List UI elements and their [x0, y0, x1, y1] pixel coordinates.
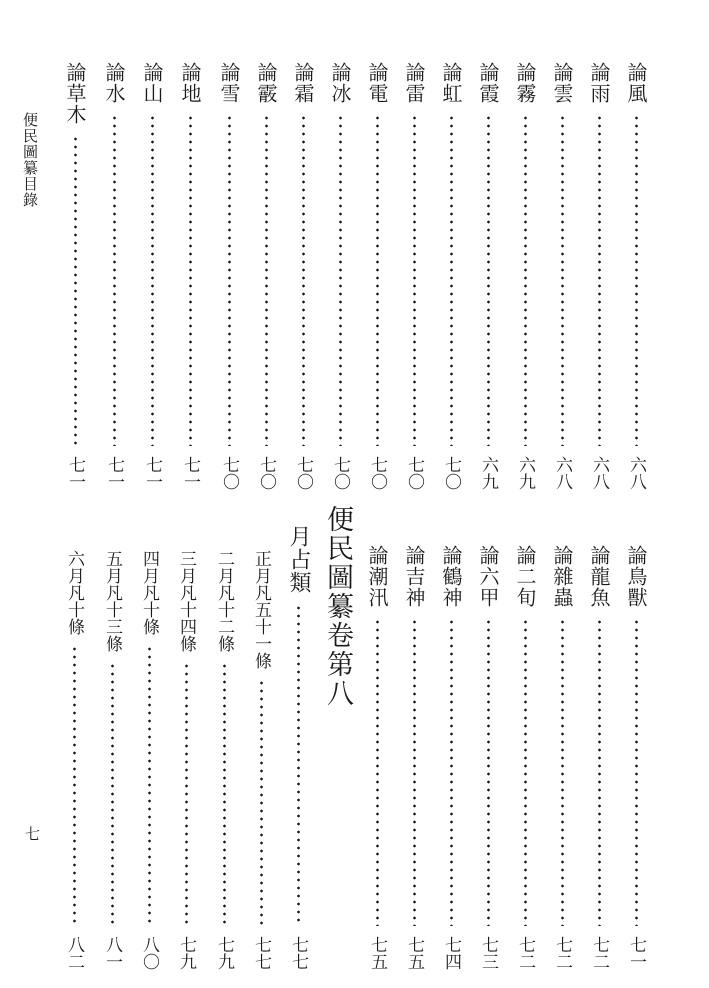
entry-title: 論霰	[254, 62, 278, 104]
dot-leader	[635, 114, 638, 446]
entry-title: 論鶴神	[439, 545, 463, 608]
dot-leader	[185, 662, 188, 926]
dot-leader	[487, 114, 490, 446]
dot-leader	[223, 662, 226, 926]
toc-entry	[548, 545, 576, 970]
entry-page: 六八	[589, 456, 609, 490]
entry-title: 五月凡十三條	[102, 550, 122, 652]
toc-entry	[400, 62, 428, 490]
entry-page: 六九	[515, 456, 535, 490]
entry-page: 七〇	[293, 456, 313, 490]
toc-entry	[363, 545, 391, 970]
dot-leader	[228, 114, 231, 446]
entry-page: 七七	[251, 936, 271, 970]
dot-leader	[598, 114, 601, 446]
dot-leader	[302, 114, 305, 446]
dot-leader	[487, 618, 490, 926]
toc-sub-entry	[135, 550, 163, 970]
dot-leader	[260, 679, 263, 926]
dot-leader	[413, 114, 416, 446]
dot-leader	[74, 135, 77, 446]
dot-leader	[524, 618, 527, 926]
dot-leader	[265, 114, 268, 446]
entry-title: 二月凡十二條	[214, 550, 234, 652]
entry-page: 六九	[478, 456, 498, 490]
toc-entry	[138, 62, 166, 490]
entry-page: 七〇	[330, 456, 350, 490]
entry-page: 七〇	[367, 456, 387, 490]
toc-entry	[622, 545, 650, 970]
toc-entry	[585, 62, 613, 490]
entry-title: 論六甲	[476, 545, 500, 608]
dot-leader	[413, 618, 416, 926]
toc-sub-entry	[210, 550, 238, 970]
toc-sub-entry	[247, 550, 275, 970]
entry-title: 論電	[365, 62, 389, 104]
toc-entry	[326, 62, 354, 490]
toc-entry	[437, 545, 465, 970]
entry-page: 八二	[64, 936, 84, 970]
entry-title: 論地	[178, 62, 202, 104]
entry-title: 論霜	[291, 62, 315, 104]
dot-leader	[376, 114, 379, 446]
entry-page: 七二	[515, 936, 535, 970]
entry-page: 七一	[180, 456, 200, 490]
entry-page: 七〇	[219, 456, 239, 490]
entry-page: 六八	[552, 456, 572, 490]
toc-category	[284, 525, 312, 970]
dot-leader	[524, 114, 527, 446]
entry-page: 七〇	[441, 456, 461, 490]
entry-page: 七五	[404, 936, 424, 970]
entry-page: 八〇	[139, 936, 159, 970]
entry-page: 七二	[552, 936, 572, 970]
entry-title: 論吉神	[402, 545, 426, 608]
toc-entry	[176, 62, 204, 490]
entry-page: 七五	[367, 936, 387, 970]
entry-title: 六月凡十條	[64, 550, 84, 635]
entry-page: 七三	[478, 936, 498, 970]
toc-entry	[400, 545, 428, 970]
entry-title: 論冰	[328, 62, 352, 104]
entry-title: 論雷	[402, 62, 426, 104]
entry-title: 論雨	[587, 62, 611, 104]
entry-page: 七一	[626, 936, 646, 970]
entry-page: 七〇	[256, 456, 276, 490]
entry-title: 論潮汛	[365, 545, 389, 608]
entry-title: 論鳥獸	[624, 545, 648, 608]
dot-leader	[339, 114, 342, 446]
dot-leader	[635, 618, 638, 926]
toc-entry	[437, 62, 465, 490]
entry-page: 七四	[441, 936, 461, 970]
dot-leader	[111, 662, 114, 926]
dot-leader	[450, 618, 453, 926]
dot-leader	[297, 604, 300, 926]
dot-leader	[598, 618, 601, 926]
entry-page: 八一	[102, 936, 122, 970]
entry-title: 論雜蟲	[550, 545, 574, 608]
volume-heading: 便民圖纂卷第八	[322, 505, 353, 708]
entry-title: 論虹	[439, 62, 463, 104]
entry-title: 論雲	[550, 62, 574, 104]
entry-title: 論山	[140, 62, 164, 104]
entry-title: 正月凡五十一條	[251, 550, 271, 669]
dot-leader	[561, 618, 564, 926]
entry-title: 論霧	[513, 62, 537, 104]
entry-title: 論龍魚	[587, 545, 611, 608]
toc-entry	[585, 545, 613, 970]
entry-page: 七一	[104, 456, 124, 490]
toc-entry	[252, 62, 280, 490]
entry-title: 三月凡十四條	[176, 550, 196, 652]
dot-leader	[151, 114, 154, 446]
entry-page: 七九	[214, 936, 234, 970]
toc-sub-entry	[60, 550, 88, 970]
page-number: 七	[23, 826, 41, 841]
toc-sub-entry	[172, 550, 200, 970]
entry-page: 七九	[176, 936, 196, 970]
entry-page: 七一	[142, 456, 162, 490]
dot-leader	[73, 645, 76, 926]
toc-entry	[100, 62, 128, 490]
toc-sub-entry	[98, 550, 126, 970]
entry-title: 論二旬	[513, 545, 537, 608]
toc-entry	[511, 545, 539, 970]
dot-leader	[113, 114, 116, 446]
dot-leader	[376, 618, 379, 926]
toc-entry	[474, 545, 502, 970]
entry-page: 七二	[589, 936, 609, 970]
margin-title: 便民圖纂目錄	[21, 112, 39, 208]
dot-leader	[561, 114, 564, 446]
toc-entry	[61, 62, 89, 490]
toc-entry	[548, 62, 576, 490]
entry-title: 論雪	[217, 62, 241, 104]
dot-leader	[189, 114, 192, 446]
entry-title: 論草木	[63, 62, 87, 125]
toc-entry	[622, 62, 650, 490]
entry-title: 論風	[624, 62, 648, 104]
toc-entry	[289, 62, 317, 490]
entry-title: 論霞	[476, 62, 500, 104]
dot-leader	[450, 114, 453, 446]
category-page: 七七	[288, 936, 308, 970]
entry-page: 七〇	[404, 456, 424, 490]
dot-leader	[148, 645, 151, 926]
entry-page: 七一	[65, 456, 85, 490]
toc-entry	[215, 62, 243, 490]
toc-entry	[511, 62, 539, 490]
category-title: 月占類	[286, 525, 311, 594]
entry-title: 四月凡十條	[139, 550, 159, 635]
toc-entry	[363, 62, 391, 490]
toc-entry	[474, 62, 502, 490]
entry-title: 論水	[102, 62, 126, 104]
entry-page: 六八	[626, 456, 646, 490]
